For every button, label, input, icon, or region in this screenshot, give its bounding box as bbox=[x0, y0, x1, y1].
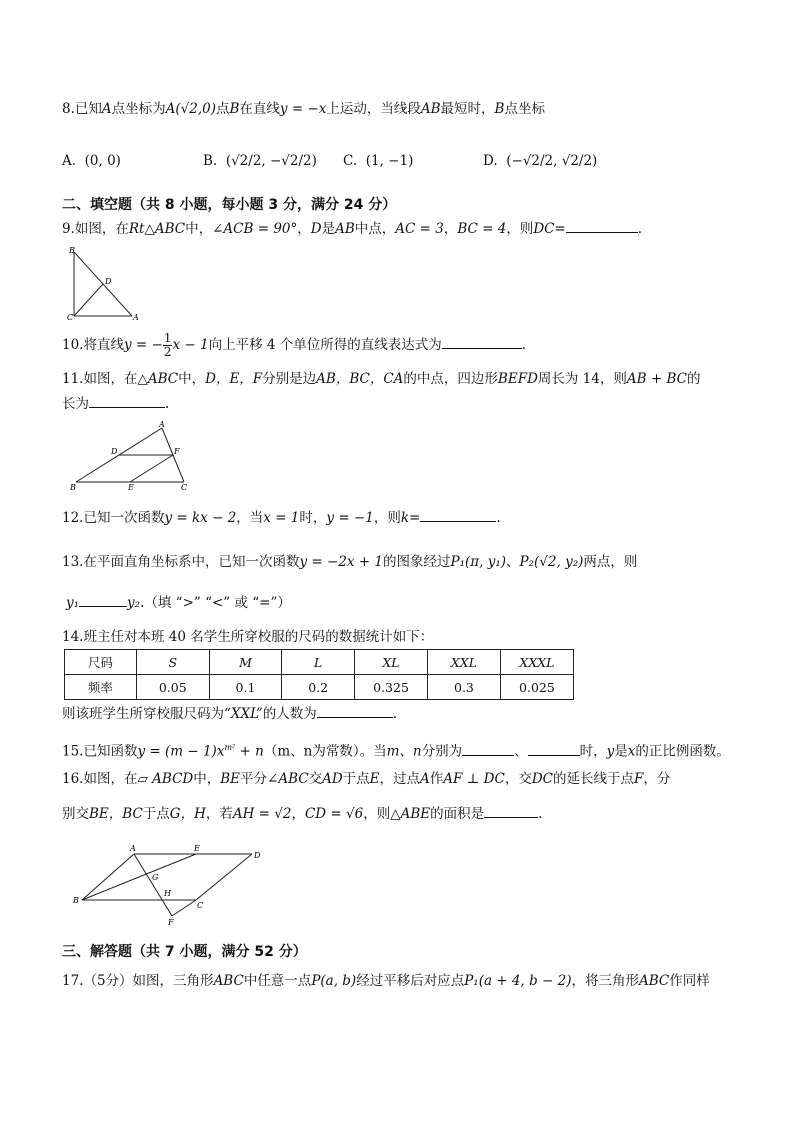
q16-label-b: B bbox=[73, 896, 79, 905]
q10-stem: 10.将直线y = − $\frac{1}{2}$ x − 1向上平移 4 个单位所得的直线表达式为 . bbox=[62, 331, 527, 359]
table-header-cell: 尺码 bbox=[65, 650, 137, 675]
table-cell: 0.2 bbox=[282, 675, 355, 700]
q10-fraction: $\frac{1}{2}$ bbox=[163, 331, 172, 359]
q16-label-e: E bbox=[194, 844, 200, 853]
q14-stem: 14.班主任对本班 40 名学生所穿校服的尺码的数据统计如下： bbox=[62, 629, 434, 645]
q12-answer-blank bbox=[420, 509, 496, 522]
table-cell: 频率 bbox=[65, 675, 137, 700]
q9-label-d: D bbox=[105, 277, 112, 286]
q15-stem: 15.已知函数$y = (m - 1)x^{m^2} + n(m$、n为常数）。当m、n分别为 、 时，y是x的正比例函数。 bbox=[62, 743, 730, 760]
q11-stem-line1: 11.如图，在△ABC中，D，E，F分别是边AB，BC，CA的中点，四边形BEFD周长为 14，则AB + BC的 bbox=[62, 371, 701, 387]
q9-stem: 9.如图，在Rt△ABC中，∠ACB = 90°，D是AB中点，AC = 3，BC = 4，则DC= . bbox=[62, 221, 643, 237]
q16-label-d: D bbox=[254, 851, 261, 860]
q16-label-h: H bbox=[164, 889, 171, 898]
q17-stem: 17.（5分）如图，三角形ABC中任意一点P(a, b)经过平移后对应点P₁(a + 4, b − 2)，将三角形ABC作同样 bbox=[62, 973, 710, 989]
q9-answer-blank bbox=[566, 220, 638, 233]
table-header-cell: L bbox=[282, 650, 355, 675]
q16-stem-line1: 16.如图，在▱ ABCD中，BE平分∠ABC交AD于点E，过点A作AF ⊥ DC，交DC的延长线于点F，分 bbox=[62, 771, 671, 787]
q15-answer-blank-n bbox=[528, 743, 580, 756]
q16-answer-blank bbox=[484, 805, 538, 818]
q11-answer-blank bbox=[89, 395, 165, 408]
q11-stem-line2: 长为 . bbox=[62, 396, 170, 412]
table-header-cell: XL bbox=[354, 650, 427, 675]
q9-label-c: C bbox=[67, 313, 74, 322]
section-2-heading: 二、填空题（共 8 小题，每小题 3 分，满分 24 分） bbox=[62, 197, 397, 213]
q8-option-b: B. (√2/2, −√2/2) bbox=[203, 153, 317, 169]
q11-label-e: E bbox=[128, 483, 134, 492]
q8-option-a: A. (0, 0) bbox=[62, 153, 121, 169]
q16-figure bbox=[66, 838, 266, 926]
q8-option-d: D. (−√2/2, √2/2) bbox=[483, 153, 598, 169]
table-row bbox=[65, 650, 574, 675]
table-cell: 0.025 bbox=[500, 675, 573, 700]
q16-stem-line2: 别交BE，BC于点G，H，若AH = √2，CD = √6，则△ABE的面积是 . bbox=[62, 806, 543, 822]
q9-figure bbox=[64, 244, 144, 324]
q13-stem-line1: 13.在平面直角坐标系中，已知一次函数y = −2x + 1的图象经过P₁(π, y₁)、P₂(√2, y₂)两点，则 bbox=[62, 554, 638, 570]
q11-label-d: D bbox=[111, 447, 118, 456]
q9-label-a: A bbox=[133, 313, 139, 322]
section-3-heading: 三、解答题（共 7 小题，满分 52 分） bbox=[62, 944, 307, 960]
q13-stem-line2: y₁ y₂.（填 “>” “<” 或 “=”） bbox=[66, 595, 291, 611]
q14-question: 则该班学生所穿校服尺码为“XXL”的人数为 . bbox=[62, 706, 398, 722]
q11-label-f: F bbox=[174, 447, 180, 456]
q16-label-f: F bbox=[168, 918, 174, 926]
q16-label-g: G bbox=[152, 873, 159, 882]
q10-answer-blank bbox=[442, 336, 522, 349]
table-header-cell: S bbox=[136, 650, 209, 675]
q14-frequency-table bbox=[64, 649, 574, 700]
q14-answer-blank bbox=[317, 705, 393, 718]
q15-answer-blank-m bbox=[462, 743, 514, 756]
q8-stem: 8.已知A点坐标为A(√2,0)点B在直线y = −x上运动，当线段AB最短时，B点坐标 bbox=[62, 101, 545, 117]
table-row bbox=[65, 675, 574, 700]
table-header-cell: XXL bbox=[428, 650, 501, 675]
q8-option-c: C. (1, −1) bbox=[343, 153, 414, 169]
q13-answer-blank bbox=[79, 594, 127, 607]
q16-label-c: C bbox=[197, 901, 204, 910]
q12-stem: 12.已知一次函数y = kx − 2，当x = 1时，y = −1，则k= . bbox=[62, 510, 501, 526]
q11-label-c: C bbox=[181, 483, 188, 492]
table-cell: 0.1 bbox=[209, 675, 282, 700]
q11-label-a: A bbox=[159, 420, 165, 429]
table-header-cell: XXXL bbox=[500, 650, 573, 675]
table-cell: 0.05 bbox=[136, 675, 209, 700]
q11-label-b: B bbox=[70, 483, 76, 492]
table-cell: 0.3 bbox=[428, 675, 501, 700]
table-header-cell: M bbox=[209, 650, 282, 675]
table-cell: 0.325 bbox=[354, 675, 427, 700]
q16-label-a: A bbox=[130, 844, 136, 853]
q11-figure bbox=[66, 420, 196, 492]
q9-label-b: B bbox=[69, 246, 75, 255]
